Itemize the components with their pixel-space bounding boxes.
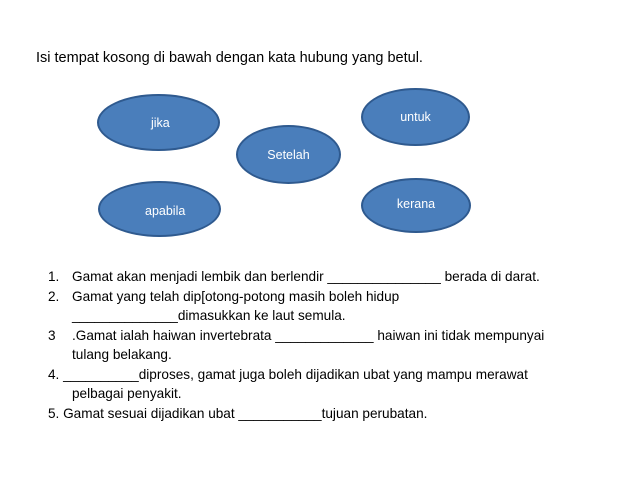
bubble-untuk — [361, 88, 470, 146]
bubble-kerana-label: kerana — [396, 197, 436, 211]
question-4-continuation: pelbagai penyakit. — [72, 386, 182, 401]
question-2 — [48, 287, 633, 307]
question-5: 5. Gamat sesuai dijadikan ubat ___________tujuan perubatan. — [48, 405, 428, 421]
bubble-kerana — [361, 178, 471, 233]
bubble-jika — [97, 94, 220, 151]
question-1 — [48, 267, 633, 287]
question-2-number: 2. — [48, 288, 60, 304]
question-list — [48, 267, 633, 423]
question-1-number: 1. — [48, 269, 60, 284]
bubble-apabila — [98, 181, 221, 237]
question-1-text: Gamat akan menjadi lembik dan berlendir _______________ berada di darat. — [72, 269, 540, 284]
bubble-apabila-label: apabila — [145, 204, 186, 218]
bubble-setelah-label: Setelah — [267, 147, 310, 162]
question-2-text: Gamat yang telah dip[otong-potong masih boleh hidup — [72, 288, 400, 304]
bubble-jika-label: jika — [151, 115, 170, 130]
question-3-text: .Gamat ialah haiwan invertebrata _____________ haiwan ini tidak mempunyai — [72, 327, 545, 343]
question-2-continuation: ______________dimasukkan ke laut semula. — [72, 308, 346, 323]
question-3-number: 3 — [48, 327, 56, 343]
question-4: 4. __________diproses, gamat juga boleh dijadikan ubat yang mampu merawat — [48, 366, 528, 382]
instruction-text: Isi tempat kosong di bawah dengan kata hubung yang betul. — [36, 50, 423, 66]
bubble-setelah — [236, 125, 341, 184]
bubble-untuk-label: untuk — [400, 110, 431, 124]
question-3-continuation: tulang belakang. — [72, 347, 172, 362]
question-3 — [48, 326, 633, 346]
